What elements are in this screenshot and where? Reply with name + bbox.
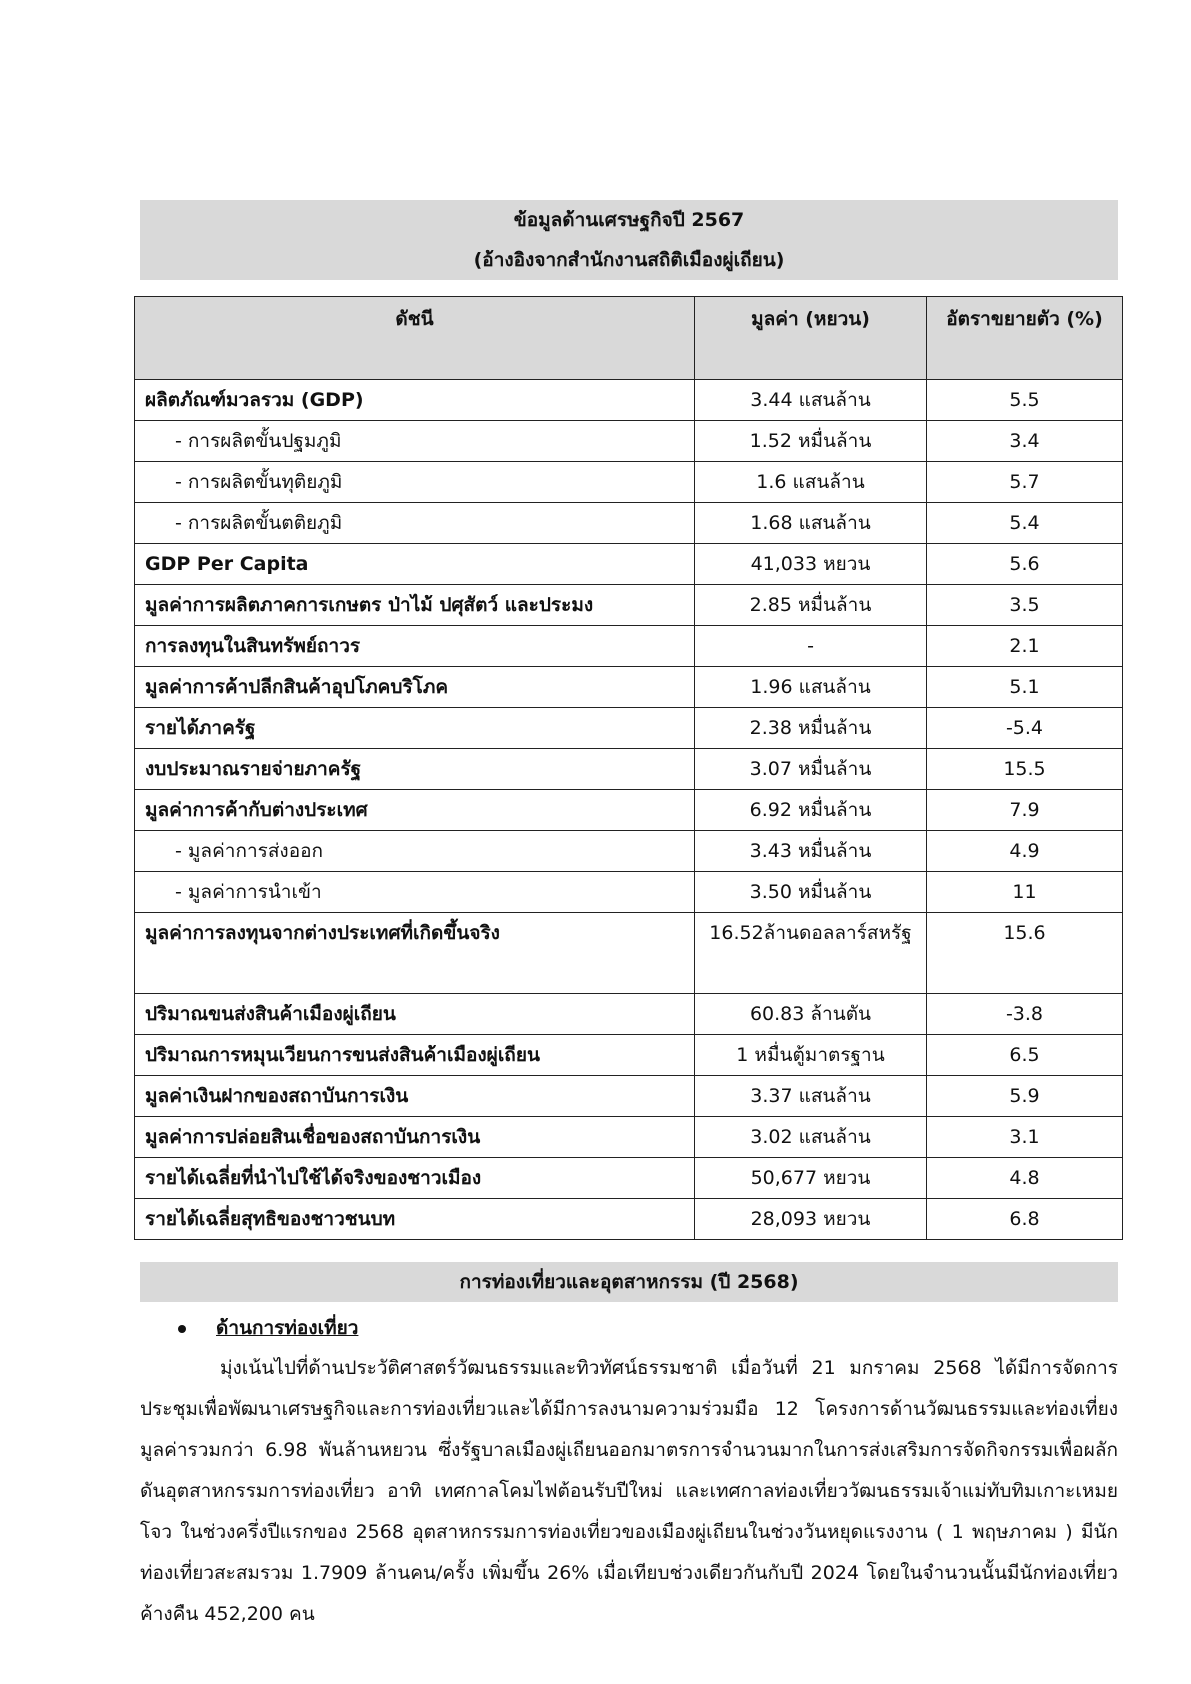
column-header-value: มูลค่า (หยวน) xyxy=(695,297,927,380)
row-value: 28,093 หยวน xyxy=(695,1199,927,1240)
row-rate: 5.6 xyxy=(927,544,1123,585)
row-rate: 5.9 xyxy=(927,1076,1123,1117)
row-value: 1.68 แสนล้าน xyxy=(695,503,927,544)
row-label: รายได้เฉลี่ยที่นำไปใช้ได้จริงของชาวเมือง xyxy=(135,1158,695,1199)
page-subtitle: (อ้างอิงจากสำนักงานสถิติเมืองผู่เถียน) xyxy=(473,249,785,271)
row-rate: 6.5 xyxy=(927,1035,1123,1076)
row-label: มูลค่าการลงทุนจากต่างประเทศที่เกิดขึ้นจริง xyxy=(135,913,695,994)
row-value: 3.50 หมื่นล้าน xyxy=(695,872,927,913)
table-row xyxy=(135,790,1123,831)
row-value: 3.43 หมื่นล้าน xyxy=(695,831,927,872)
tourism-bullet-heading xyxy=(178,1308,358,1348)
table-row xyxy=(135,1035,1123,1076)
row-value: 2.85 หมื่นล้าน xyxy=(695,585,927,626)
table-row xyxy=(135,585,1123,626)
row-value: 41,033 หยวน xyxy=(695,544,927,585)
row-rate: 5.7 xyxy=(927,462,1123,503)
row-label: มูลค่าการค้าปลีกสินค้าอุปโภคบริโภค xyxy=(135,667,695,708)
table-header-row xyxy=(135,297,1123,380)
table-row xyxy=(135,1076,1123,1117)
row-rate: 5.1 xyxy=(927,667,1123,708)
row-value: 3.37 แสนล้าน xyxy=(695,1076,927,1117)
row-label: การลงทุนในสินทรัพย์ถาวร xyxy=(135,626,695,667)
table-row xyxy=(135,749,1123,790)
row-value: 1.52 หมื่นล้าน xyxy=(695,421,927,462)
table-row xyxy=(135,462,1123,503)
page-title: ข้อมูลด้านเศรษฐกิจปี 2567 xyxy=(513,209,745,231)
row-label: มูลค่าเงินฝากของสถาบันการเงิน xyxy=(135,1076,695,1117)
column-header-rate: อัตราขยายตัว (%) xyxy=(927,297,1123,380)
row-rate: -3.8 xyxy=(927,994,1123,1035)
table-row xyxy=(135,503,1123,544)
row-value: 3.07 หมื่นล้าน xyxy=(695,749,927,790)
row-rate: 3.5 xyxy=(927,585,1123,626)
row-rate: 3.1 xyxy=(927,1117,1123,1158)
row-rate: 4.8 xyxy=(927,1158,1123,1199)
row-label: ผลิตภัณฑ์มวลรวม (GDP) xyxy=(135,380,695,421)
row-label: - การผลิตขั้นทุติยภูมิ xyxy=(135,462,695,503)
row-value: 2.38 หมื่นล้าน xyxy=(695,708,927,749)
economic-data-banner xyxy=(140,200,1118,280)
row-rate: 5.4 xyxy=(927,503,1123,544)
row-label: - มูลค่าการส่งออก xyxy=(135,831,695,872)
table-row xyxy=(135,626,1123,667)
row-rate: -5.4 xyxy=(927,708,1123,749)
row-label: GDP Per Capita xyxy=(135,544,695,585)
bullet-dot-icon xyxy=(178,1325,186,1333)
table-row xyxy=(135,421,1123,462)
row-rate: 5.5 xyxy=(927,380,1123,421)
row-label: มูลค่าการปล่อยสินเชื่อของสถาบันการเงิน xyxy=(135,1117,695,1158)
table-row xyxy=(135,1117,1123,1158)
row-value: - xyxy=(695,626,927,667)
row-rate: 4.9 xyxy=(927,831,1123,872)
row-rate: 2.1 xyxy=(927,626,1123,667)
column-header-index: ดัชนี xyxy=(135,297,695,380)
row-rate: 7.9 xyxy=(927,790,1123,831)
table-row xyxy=(135,1158,1123,1199)
economic-data-table xyxy=(134,296,1123,1240)
row-label: - การผลิตขั้นตติยภูมิ xyxy=(135,503,695,544)
table-row xyxy=(135,1199,1123,1240)
row-value: 1.96 แสนล้าน xyxy=(695,667,927,708)
row-value: 1.6 แสนล้าน xyxy=(695,462,927,503)
table-row xyxy=(135,380,1123,421)
row-rate: 15.5 xyxy=(927,749,1123,790)
row-value: 16.52ล้านดอลลาร์สหรัฐ xyxy=(695,913,927,994)
row-label: ปริมาณการหมุนเวียนการขนส่งสินค้าเมืองผู่เถียน xyxy=(135,1035,695,1076)
table-row xyxy=(135,831,1123,872)
row-label: มูลค่าการผลิตภาคการเกษตร ป่าไม้ ปศุสัตว์ และประมง xyxy=(135,585,695,626)
row-value: 1 หมื่นตู้มาตรฐาน xyxy=(695,1035,927,1076)
row-value: 6.92 หมื่นล้าน xyxy=(695,790,927,831)
row-label: รายได้ภาครัฐ xyxy=(135,708,695,749)
row-value: 3.02 แสนล้าน xyxy=(695,1117,927,1158)
row-rate: 11 xyxy=(927,872,1123,913)
row-rate: 3.4 xyxy=(927,421,1123,462)
row-label: ปริมาณขนส่งสินค้าเมืองผู่เถียน xyxy=(135,994,695,1035)
row-value: 50,677 หยวน xyxy=(695,1158,927,1199)
row-rate: 15.6 xyxy=(927,913,1123,994)
table-row xyxy=(135,913,1123,994)
row-value: 3.44 แสนล้าน xyxy=(695,380,927,421)
row-label: งบประมาณรายจ่ายภาครัฐ xyxy=(135,749,695,790)
table-row xyxy=(135,544,1123,585)
tourism-section-banner: การท่องเที่ยวและอุตสาหกรรม (ปี 2568) xyxy=(140,1262,1118,1302)
row-label: มูลค่าการค้ากับต่างประเทศ xyxy=(135,790,695,831)
table-row xyxy=(135,994,1123,1035)
row-label: - มูลค่าการนำเข้า xyxy=(135,872,695,913)
row-rate: 6.8 xyxy=(927,1199,1123,1240)
table-row xyxy=(135,667,1123,708)
row-value: 60.83 ล้านตัน xyxy=(695,994,927,1035)
bullet-heading-text: ด้านการท่องเที่ยว xyxy=(216,1317,359,1339)
table-row xyxy=(135,872,1123,913)
table-row xyxy=(135,708,1123,749)
tourism-paragraph: มุ่งเน้นไปที่ด้านประวัติศาสตร์วัฒนธรรมและทิวทัศน์ธรรมชาติ เมื่อวันที่ 21 มกราคม 2568 ได้มีการจัดการประชุมเพื่อพัฒนาเศรษฐกิจและการท่องเที่ยวและได้มีการลงนามความร่วมมือ 12 โครงการด้านวัฒนธรรมและท่องเที่ยง มูลค่ารวมกว่า 6.98 พันล้านหยวน ซึ่งรัฐบาลเมืองผู่เถียนออกมาตรการจำนวนมากในการส่งเสริมการจัดกิจกรรมเพื่อผลักดันอุตสาหกรรมการท่องเที่ยว อาทิ เทศกาลโคมไฟต้อนรับปีใหม่ และเทศกาลท่องเที่ยววัฒนธรรมเจ้าแม่ทับทิมเกาะเหมยโจว ในช่วงครึ่งปีแรกของ 2568 อุตสาหกรรมการท่องเที่ยวของเมืองผู่เถียนในช่วงวันหยุดแรงงาน ( 1 พฤษภาคม ) มีนักท่องเที่ยวสะสมรวม 1.7909 ล้านคน/ครั้ง เพิ่มขึ้น 26% เมื่อเทียบช่วงเดียวกันกับปี 2024 โดยในจำนวนนั้นมีนักท่องเที่ยวค้างคืน 452,200 คน xyxy=(140,1357,1118,1625)
row-label: - การผลิตขั้นปฐมภูมิ xyxy=(135,421,695,462)
row-label: รายได้เฉลี่ยสุทธิของชาวชนบท xyxy=(135,1199,695,1240)
